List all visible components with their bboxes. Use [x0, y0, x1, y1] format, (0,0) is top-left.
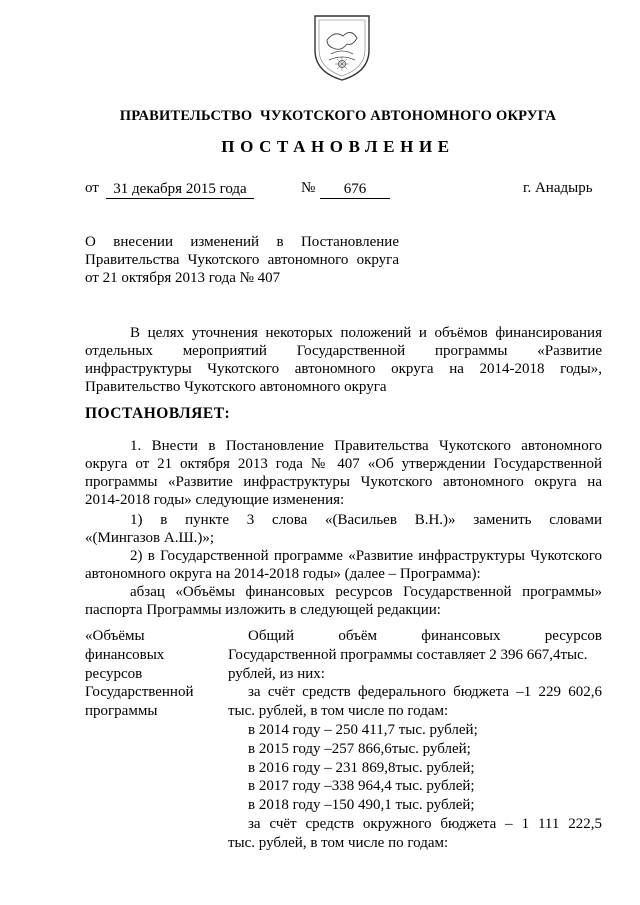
coat-of-arms-emblem: [307, 10, 377, 82]
document-type-title: ПОСТАНОВЛЕНИЕ: [221, 137, 455, 156]
subject-line: от 21 октября 2013 года № 407: [85, 270, 281, 286]
table-right-column: [228, 627, 602, 853]
item-line: 1. Внести в Постановление Правительства Чукотского автономного: [130, 438, 602, 454]
funding-line: тыс. рублей, в том числе по годам:: [228, 834, 449, 851]
table-left-line: «Объёмы: [85, 628, 145, 644]
funding-year-line: в 2015 году –257 866,6тыс. рублей;: [248, 740, 471, 757]
item-line: программы «Развитие инфраструктуры Чукотского автономного округа на: [85, 474, 602, 490]
table-left-line: финансовых: [85, 646, 165, 663]
item-line: 1) в пункте 3 слова «(Васильев В.Н.)» заменить словами: [130, 512, 602, 528]
document-number: 676: [320, 180, 390, 199]
funding-line: рублей, из них:: [228, 665, 325, 682]
item-line: паспорта Программы изложить в следующей редакции:: [85, 602, 441, 618]
decree-heading: ПОСТАНОВЛЯЕТ:: [85, 405, 231, 422]
funding-year-line: в 2016 году – 231 869,8тыс. рублей;: [248, 759, 475, 776]
preamble-line: В целях уточнения некоторых положений и объёмов финансирования: [130, 325, 602, 341]
table-left-line: программы: [85, 703, 158, 720]
preamble-paragraph: [85, 324, 602, 396]
document-date: 31 декабря 2015 года: [106, 180, 254, 199]
funding-line: за счёт средств окружного бюджета – 1 111 222,5: [248, 815, 602, 832]
item-line: автономного округа на 2014-2018 годы» (далее – Программа):: [85, 566, 481, 582]
paragraph-instruction: [85, 583, 602, 619]
table-left-line: Государственной: [85, 684, 194, 701]
item-line: абзац «Объёмы финансовых ресурсов Государственной программы»: [130, 584, 602, 600]
item-line: округа от 21 октября 2013 года № 407 «Об утверждении Государственной: [85, 456, 602, 472]
funding-line: Государственной программы составляет 2 396 667,4тыс.: [228, 646, 588, 663]
item-line: 2014-2018 годы» следующие изменения:: [85, 492, 345, 508]
item-line: «(Мингазов А.Ш.)»;: [85, 530, 214, 546]
date-prefix: от: [85, 180, 99, 196]
item-1-2-paragraph: [85, 547, 602, 583]
organization-name: ПРАВИТЕЛЬСТВО ЧУКОТСКОГО АВТОНОМНОГО ОКРУГА: [119, 108, 557, 124]
preamble-line: отдельных мероприятий Государственной программы «Развитие: [85, 343, 602, 359]
table-left-column: [85, 627, 215, 721]
funding-year-line: в 2014 году – 250 411,7 тыс. рублей;: [248, 721, 478, 738]
funding-line: Общий объём финансовых ресурсов: [248, 628, 602, 644]
preamble-line: инфраструктуры Чукотского автономного округа на 2014-2018 годы»,: [85, 361, 602, 377]
funding-year-line: в 2017 году –338 964,4 тыс. рублей;: [248, 778, 475, 795]
item-1-paragraph: [85, 437, 602, 509]
item-line: 2) в Государственной программе «Развитие инфраструктуры Чукотского: [130, 548, 602, 564]
table-left-line: ресурсов: [85, 665, 143, 682]
funding-line: тыс. рублей, в том числе по годам:: [228, 703, 449, 720]
preamble-line: Правительство Чукотского автономного округа: [85, 379, 387, 395]
subject-line: Правительства Чукотского автономного округа: [85, 252, 399, 268]
item-1-1-paragraph: [85, 511, 602, 547]
funding-line: за счёт средств федерального бюджета –1 229 602,6: [248, 684, 602, 701]
number-sign: №: [301, 180, 316, 196]
document-city: г. Анадырь: [523, 180, 593, 196]
subject-line: О внесении изменений в Постановление: [85, 234, 399, 250]
document-subject: [85, 233, 399, 287]
funding-year-line: в 2018 году –150 490,1 тыс. рублей;: [248, 797, 475, 814]
